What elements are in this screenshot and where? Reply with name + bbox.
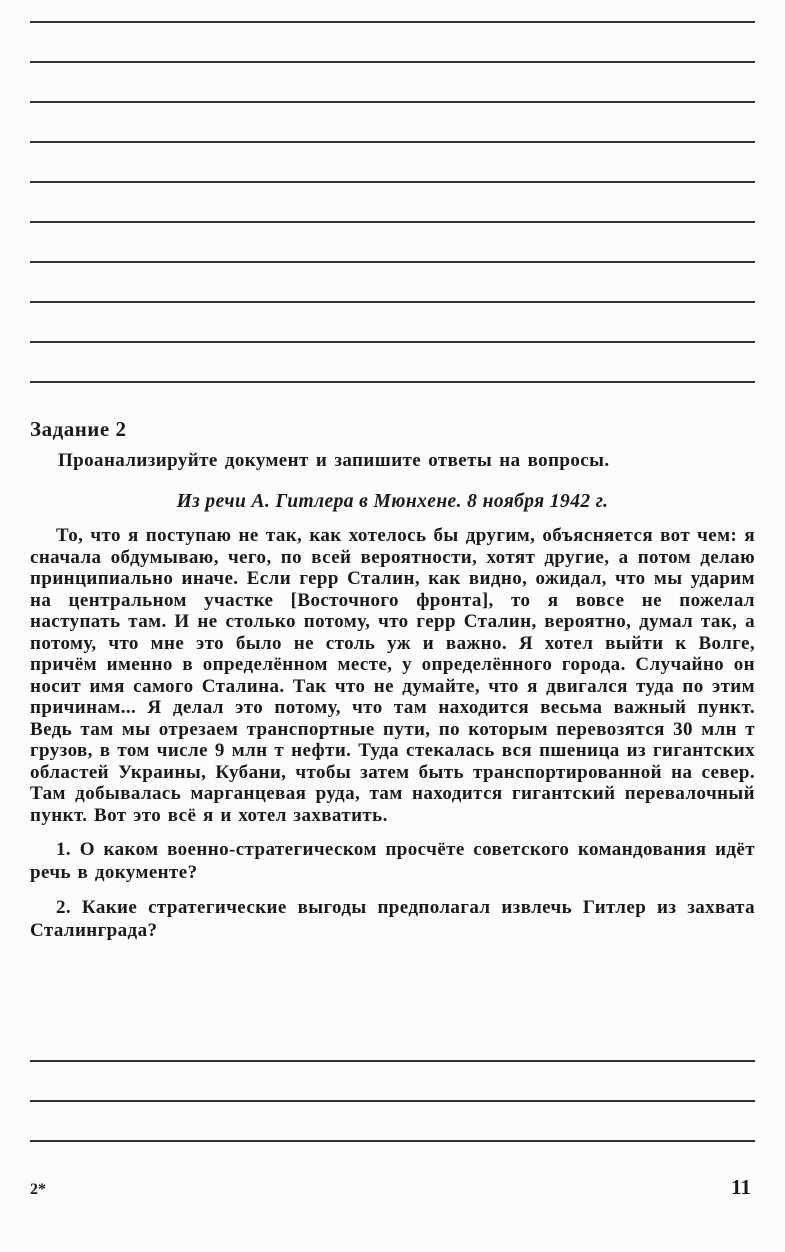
answer-line — [30, 1100, 755, 1102]
answer-line — [30, 61, 755, 63]
document-source-title: Из речи А. Гитлера в Мюнхене. 8 ноября 1942 г. — [176, 491, 609, 512]
page-number: 11 — [731, 1175, 751, 1199]
footer-signature-mark: 2* — [30, 1181, 46, 1198]
answer-line — [30, 101, 755, 103]
answer-line — [30, 21, 755, 23]
task-instruction: Проанализируйте документ и запишите ответы на вопросы. — [58, 450, 610, 471]
answer-lines-bottom — [30, 1060, 755, 1180]
question-2: 2. Какие стратегические выгоды предполагал извлечь Гитлер из захвата Сталинграда? — [30, 897, 755, 941]
answer-lines-top — [30, 0, 755, 383]
answer-line — [30, 1060, 755, 1062]
answer-line — [30, 181, 755, 183]
answer-line — [30, 301, 755, 303]
page-footer — [30, 1175, 751, 1200]
answer-line — [30, 1140, 755, 1142]
answer-line — [30, 221, 755, 223]
document-source-text: То, что я поступаю не так, как хотелось бы другим, объясняется вот чем: я сначала обдумываю, чего, по всей вероятности, хотят другие, а потом делаю принципиально иначе. Если герр Сталин, как видно, ожидал, что мы ударим на центральном участке [Восточного фронта], то я вовсе не пожелал наступать там. И не столько потому, что герр Сталин, вероятно, думал так, а потому, что мне это было не столь уж и важно. Я хотел выйти к Волге, причём именно в определённом месте, у определённого города. Случайно он носит имя самого Сталина. Так что не думайте, что я двигался туда по этим причинам... Я делал это потому, что там находится весьма важный пункт. Ведь там мы отрезаем транспортные пути, по которым перевозятся 30 млн т грузов, в том числе 9 млн т нефти. Туда стекалась вся пшеница из гигантских областей Украины, Кубани, чтобы затем быть транспортированной на север. Там добывалась марганцевая руда, там находится гигантский перевалочный пункт. Вот это всё я и хотел захватить. — [30, 525, 755, 826]
answer-line — [30, 141, 755, 143]
task-heading: Задание 2 — [30, 417, 127, 441]
answer-line — [30, 261, 755, 263]
answer-line — [30, 381, 755, 383]
answer-line — [30, 341, 755, 343]
question-1: 1. О каком военно-стратегическом просчёте советского командования идёт речь в документе? — [30, 839, 755, 883]
